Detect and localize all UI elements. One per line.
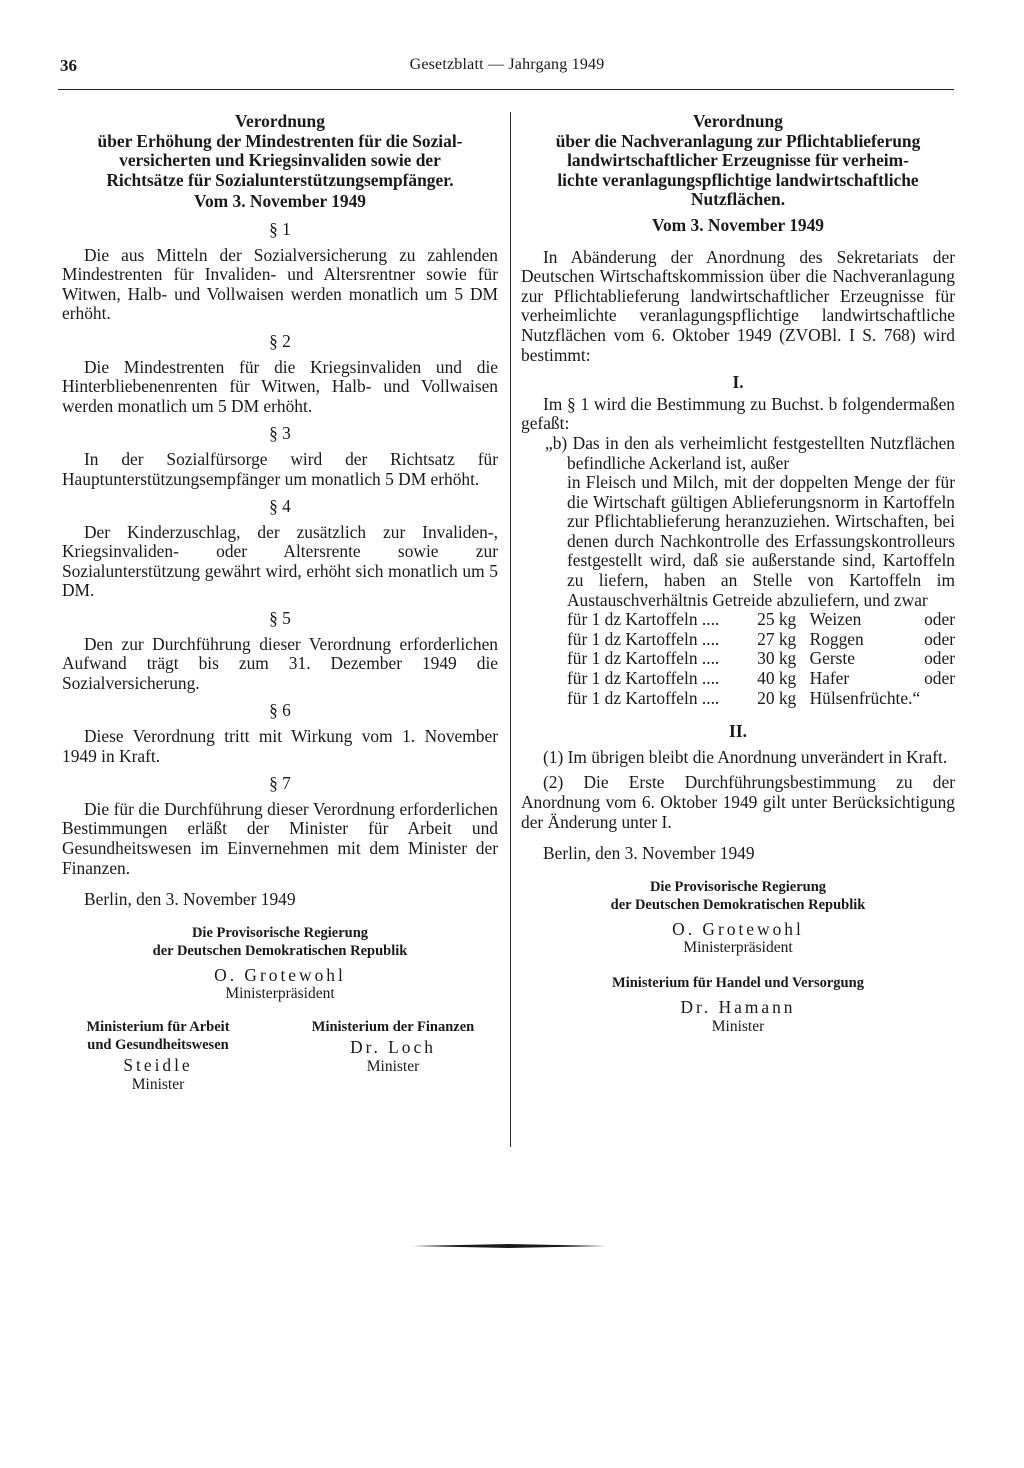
title-line: Nutzflächen.	[690, 189, 786, 210]
rate-label: für 1 dz Kartoffeln ....	[567, 628, 720, 649]
minister-role: Minister	[711, 1017, 765, 1035]
rate-amount: 20 kg	[757, 687, 797, 708]
head-signer: O. Grotewohl	[672, 918, 804, 939]
rate-row	[567, 669, 955, 689]
rate-label: für 1 dz Kartoffeln ....	[567, 609, 720, 630]
page-number: 36	[60, 56, 77, 75]
title-line: landwirtschaftlicher Erzeugnisse für verheim-	[567, 150, 909, 171]
title-line: Richtsätze für Sozialunterstützungsempfänger.	[106, 169, 454, 190]
section-text: Die aus Mitteln der Sozialversicherung zu zahlenden Mindestrenten für Invaliden- und Altersrentner sowie für Witwen, Halb- und Vollwaisen werden monatlich um 5 DM erhöht.	[62, 244, 498, 324]
section-sign: § 2	[269, 330, 291, 351]
left-decree-date: Vom 3. November 1949	[194, 191, 366, 212]
government-line: der Deutschen Demokratischen Republik	[610, 896, 866, 913]
title-line: versicherten und Kriegsinvaliden sowie der	[119, 150, 441, 171]
quote-body: in Fleisch und Milch, mit der doppelten Menge der für die Wirtschaft gültigen Ablieferungsnorm in Kartoffeln zur Pflichtablieferung heranzuziehen. Wirtschaften, bei denen durch Nachkontrolle des Erfassungskontrolleurs festgestellt wird, daß sie außerstande sind, Kartoffeln zu liefern, haben an Stelle von Kartoffeln im Austauschverhältnis Getreide abzuliefern, und zwar	[567, 472, 955, 610]
title-line: Verordnung	[693, 111, 783, 131]
section	[62, 220, 498, 324]
running-title: Gesetzblatt — Jahrgang 1949	[409, 56, 605, 73]
section-text: Die für die Durchführung dieser Verordnung erforderlichen Bestimmungen erläßt der Minister für Arbeit und Gesundheitswesen im Einvernehmen mit dem Minister der Finanzen.	[62, 798, 498, 878]
section-text: Die Mindestrenten für die Kriegsinvaliden und die Hinterbliebenenrenten für Witwen, Halb- und Vollwaisen werden monatlich um 5 DM erhöht.	[62, 356, 498, 416]
government-name	[521, 878, 955, 914]
section-sign: § 4	[269, 496, 291, 517]
section	[62, 332, 498, 416]
section-sign: § 1	[269, 218, 291, 239]
government-name	[62, 924, 498, 960]
minister-signer: Dr. Hamann	[680, 997, 796, 1018]
section-sign: § 3	[269, 423, 291, 444]
minister-role: Minister	[131, 1075, 185, 1093]
title-line: Verordnung	[235, 111, 325, 131]
section-sign: § 6	[269, 700, 291, 721]
place-date: Berlin, den 3. November 1949	[543, 843, 755, 864]
part-heading: II.	[729, 721, 747, 742]
rate-tail: oder	[924, 609, 955, 630]
section	[62, 609, 498, 693]
part-heading: I.	[732, 372, 744, 393]
section-sign: § 7	[269, 773, 291, 794]
part-intro: Im § 1 wird die Bestimmung zu Buchst. b folgendermaßen gefaßt:	[521, 393, 955, 434]
rate-row	[567, 630, 955, 650]
ministry-signatures	[62, 1018, 498, 1098]
section-text: Der Kinderzuschlag, der zusätzlich zur Invaliden-, Kriegsinvaliden- oder Altersrente sowie zur Sozialunterstützung gewährt wird, erhöht sich monatlich um 5 DM.	[62, 521, 498, 601]
head-signer: O. Grotewohl	[214, 964, 346, 985]
section-text: In der Sozialfürsorge wird der Richtsatz für Hauptunterstützungsempfänger um monatlich 5 DM erhöht.	[62, 448, 498, 489]
ministry-name: Ministerium für Handel und Versorgung	[612, 975, 864, 992]
amended-provision	[523, 434, 955, 708]
quote-first-line: „b) Das in den als verheimlicht festgestellten Nutzflächen befindliche Ackerland ist, außer	[545, 432, 955, 473]
section-text: Den zur Durchführung dieser Verordnung erforderlichen Aufwand trägt bis zum 31. Dezember 1949 die Sozialversicherung.	[62, 633, 498, 693]
section	[62, 701, 498, 766]
rate-row	[567, 689, 955, 709]
rate-crop: Hülsenfrüchte.“	[809, 687, 921, 708]
rate-tail: oder	[924, 668, 955, 689]
right-decree-date: Vom 3. November 1949	[652, 214, 824, 235]
place-date: Berlin, den 3. November 1949	[84, 889, 296, 910]
ministry-name: und Gesundheitswesen	[87, 1037, 229, 1054]
column-divider	[510, 112, 511, 1147]
rate-crop: Hafer	[809, 668, 850, 689]
minister-signer: Dr. Loch	[350, 1037, 436, 1058]
rate-crop: Weizen	[809, 609, 862, 630]
title-line: über Erhöhung der Mindestrenten für die Sozial-	[97, 130, 463, 151]
rate-crop: Gerste	[809, 648, 855, 669]
part-paragraph: (1) Im übrigen bleibt die Anordnung unverändert in Kraft.	[543, 746, 948, 767]
government-line: Die Provisorische Regierung	[649, 878, 827, 895]
government-line: Die Provisorische Regierung	[191, 924, 369, 941]
title-line: lichte veranlagungspflichtige landwirtschaftliche	[557, 169, 919, 190]
rate-amount: 40 kg	[757, 668, 797, 689]
title-line: über die Nachveranlagung zur Pflichtablieferung	[555, 130, 921, 151]
section	[62, 424, 498, 489]
page-header	[60, 56, 954, 82]
ministry-name: Ministerium der Finanzen	[311, 1019, 475, 1036]
part-paragraph: (2) Die Erste Durchführungsbestimmung zu der Anordnung vom 6. Oktober 1949 gilt unter Berücksichtigung der Änderung unter I.	[521, 772, 955, 832]
section	[62, 774, 498, 878]
rate-amount: 30 kg	[757, 648, 797, 669]
head-role: Ministerpräsident	[225, 985, 335, 1003]
ministry-block	[58, 1018, 258, 1093]
rate-tail: oder	[924, 628, 955, 649]
exchange-rate-table	[567, 610, 955, 708]
section	[62, 497, 498, 601]
rate-label: für 1 dz Kartoffeln ....	[567, 668, 720, 689]
rate-label: für 1 dz Kartoffeln ....	[567, 687, 720, 708]
rate-row	[567, 610, 955, 630]
minister-role: Minister	[366, 1057, 420, 1075]
rate-row	[567, 649, 955, 669]
left-decree-title	[62, 112, 498, 190]
section-sign: § 5	[269, 608, 291, 629]
section-text: Diese Verordnung tritt mit Wirkung vom 1. November 1949 in Kraft.	[62, 726, 498, 766]
preamble: In Abänderung der Anordnung des Sekretariats der Deutschen Wirtschaftskommission über die Nachveranlagung zur Pflichtablieferung landwirtschaftlicher Erzeugnisse für verheimlichte veranlagungspflichtige landwirtschaftliche Nutzflächen vom 6. Oktober 1949 (ZVOBl. I S. 768) wird bestimmt:	[521, 246, 955, 365]
minister-signer: Steidle	[123, 1055, 193, 1076]
rate-label: für 1 dz Kartoffeln ....	[567, 648, 720, 669]
right-column	[521, 112, 955, 1035]
rate-tail: oder	[924, 648, 955, 669]
head-role: Ministerpräsident	[683, 939, 793, 957]
left-column	[62, 112, 498, 1098]
ministry-name: Ministerium für Arbeit	[86, 1019, 230, 1036]
rate-amount: 27 kg	[757, 628, 797, 649]
right-decree-title	[521, 112, 955, 210]
government-line: der Deutschen Demokratischen Republik	[152, 942, 408, 959]
footer-ornament-rule	[412, 1244, 606, 1248]
rate-amount: 25 kg	[757, 609, 797, 630]
ministry-block	[288, 1018, 498, 1075]
rate-crop: Roggen	[809, 628, 864, 649]
header-rule	[58, 89, 954, 90]
